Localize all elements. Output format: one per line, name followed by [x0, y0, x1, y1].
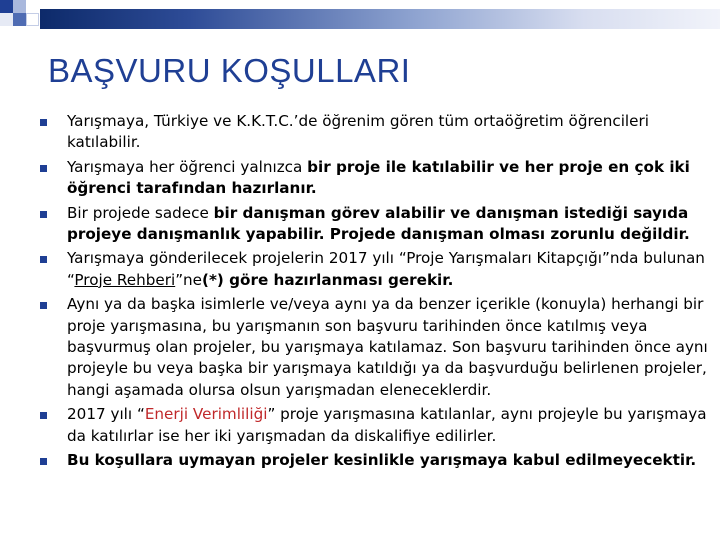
item-text: Bir projede sadece	[67, 203, 214, 222]
corner-decoration	[0, 0, 40, 40]
list-item	[40, 157, 712, 200]
item-text-bold: (*) göre hazırlanması gerekir.	[202, 270, 454, 289]
item-text: 2017 yılı “	[67, 405, 145, 424]
item-text: Yarışmaya, Türkiye ve K.K.T.C.’de öğrenim gören tüm ortaöğretim öğrencileri katılabilir.	[67, 112, 649, 152]
corner-square-mid	[13, 13, 26, 26]
square-bullet-icon	[40, 119, 47, 126]
item-text: Aynı ya da başka isimlerle ve/veya aynı ya da benzer içerikle (konuyla) herhangi bir proje yarışmasına, bu yarışmanın son başvuru tarihinden önce katılmış veya başvurmuş olan projeler, bu yarışmaya katılamaz. Son başvuru tarihinden önce aynı projeyle bu veya başka bir yarışmaya katıldığı ya da başvurduğu belirlenen projeler, hangi aşamada olursa olsun yarışmadan eleneceklerdir.	[67, 295, 708, 399]
conditions-list	[40, 111, 712, 475]
square-bullet-icon	[40, 165, 47, 172]
list-item	[40, 111, 712, 154]
list-item	[40, 450, 712, 471]
square-bullet-icon	[40, 211, 47, 218]
corner-square-light	[13, 0, 26, 13]
list-item	[40, 294, 712, 401]
item-text-highlight: Enerji Verimliliği	[144, 405, 268, 424]
item-text: ”ne	[175, 270, 203, 289]
proje-rehberi-link[interactable]: Proje Rehberi	[74, 270, 176, 289]
item-text: Yarışmaya gönderilecek projelerin 2017 yılı “Proje Yarışmaları Kitapçığı”nda bulunan “	[67, 249, 705, 289]
corner-square-small	[26, 13, 39, 26]
square-bullet-icon	[40, 412, 47, 419]
list-item	[40, 203, 712, 246]
list-item	[40, 404, 712, 447]
corner-square-pale	[0, 13, 13, 26]
item-text: Yarışmaya her öğrenci yalnızca	[67, 157, 308, 176]
header-gradient-band	[40, 9, 720, 29]
item-text: ” proje yarışmasına katılanlar, aynı projeyle bu yarışmaya da katılırlar ise her iki yarışmadan da diskalifiye edilirler.	[67, 405, 707, 445]
square-bullet-icon	[40, 458, 47, 465]
slide-title: BAŞVURU KOŞULLARI	[48, 52, 411, 89]
list-item	[40, 248, 712, 291]
square-bullet-icon	[40, 256, 47, 263]
item-text-bold: bir danışman görev alabilir ve danışman istediği sayıda projeye danışmanlık yapabilir. Projede danışman olması zorunlu değildir.	[67, 203, 690, 244]
item-text-bold: bir proje ile katılabilir ve her proje en çok iki öğrenci tarafından hazırlanır.	[67, 157, 690, 198]
corner-square-dark	[0, 0, 13, 13]
square-bullet-icon	[40, 302, 47, 309]
item-text-bold: Bu koşullara uymayan projeler kesinlikle yarışmaya kabul edilmeyecektir.	[67, 451, 697, 470]
